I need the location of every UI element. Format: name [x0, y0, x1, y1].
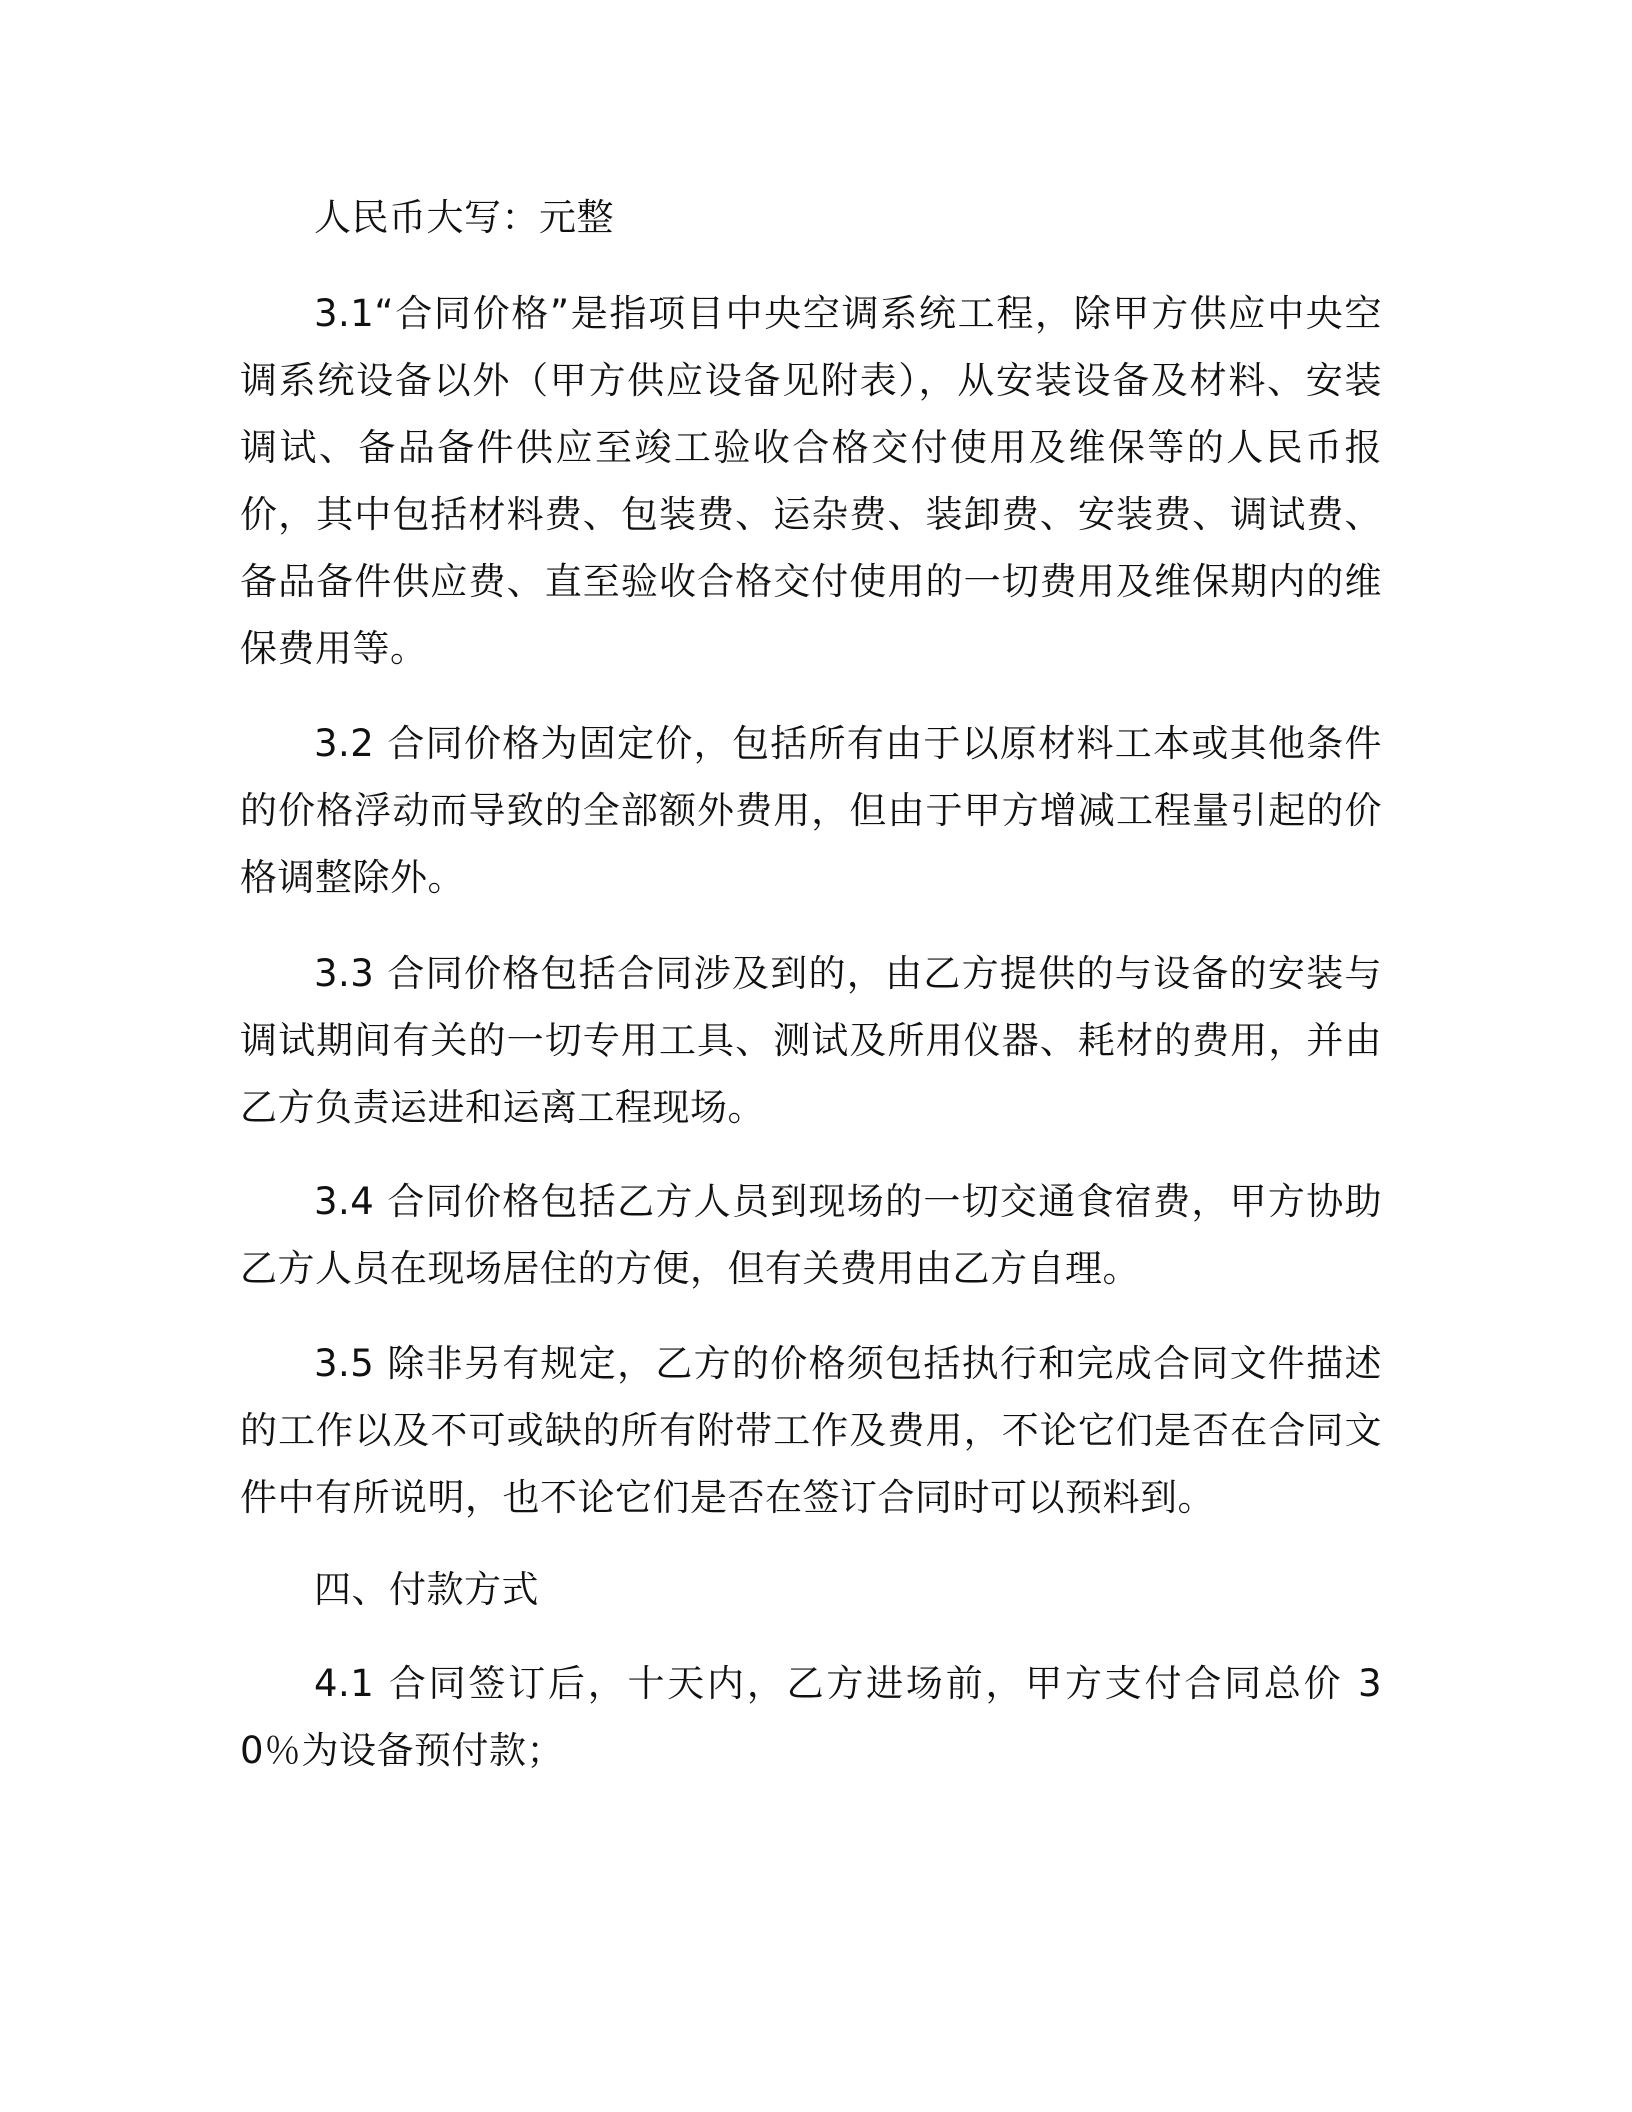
- paragraph-3-1: 3.1“合同价格”是指项目中央空调系统工程，除甲方供应中央空调系统设备以外（甲方供应设备见附表），从安装设备及材料、安装调试、备品备件供应至竣工验收合格交付使用及维保等的人民币报价，其中包括材料费、包装费、运杂费、装卸费、安装费、调试费、备品备件供应费、直至验收合格交付使用的一切费用及维保期内的维保费用等。: [240, 292, 1382, 670]
- paragraph-3-5: 3.5 除非另有规定，乙方的价格须包括执行和完成合同文件描述的工作以及不可或缺的所有附带工作及费用，不论它们是否在合同文件中有所说明，也不论它们是否在签订合同时可以预料到。: [240, 1342, 1382, 1519]
- paragraph-rmb-capital: 人民币大写：元整: [314, 196, 614, 239]
- paragraph-3-4: 3.4 合同价格包括乙方人员到现场的一切交通食宿费，甲方协助乙方人员在现场居住的方便，但有关费用由乙方自理。: [240, 1180, 1382, 1290]
- paragraph-3-2: 3.2 合同价格为固定价，包括所有由于以原材料工本或其他条件的价格浮动而导致的全部额外费用，但由于甲方增减工程量引起的价格调整除外。: [240, 722, 1382, 899]
- paragraph-3-3: 3.3 合同价格包括合同涉及到的，由乙方提供的与设备的安装与调试期间有关的一切专用工具、测试及所用仪器、耗材的费用，并由乙方负责运进和运离工程现场。: [240, 952, 1382, 1129]
- paragraph-4-1: 4.1 合同签订后，十天内，乙方进场前，甲方支付合同总价 30％为设备预付款；: [240, 1662, 1382, 1772]
- section-heading-payment: 四、付款方式: [314, 1568, 539, 1611]
